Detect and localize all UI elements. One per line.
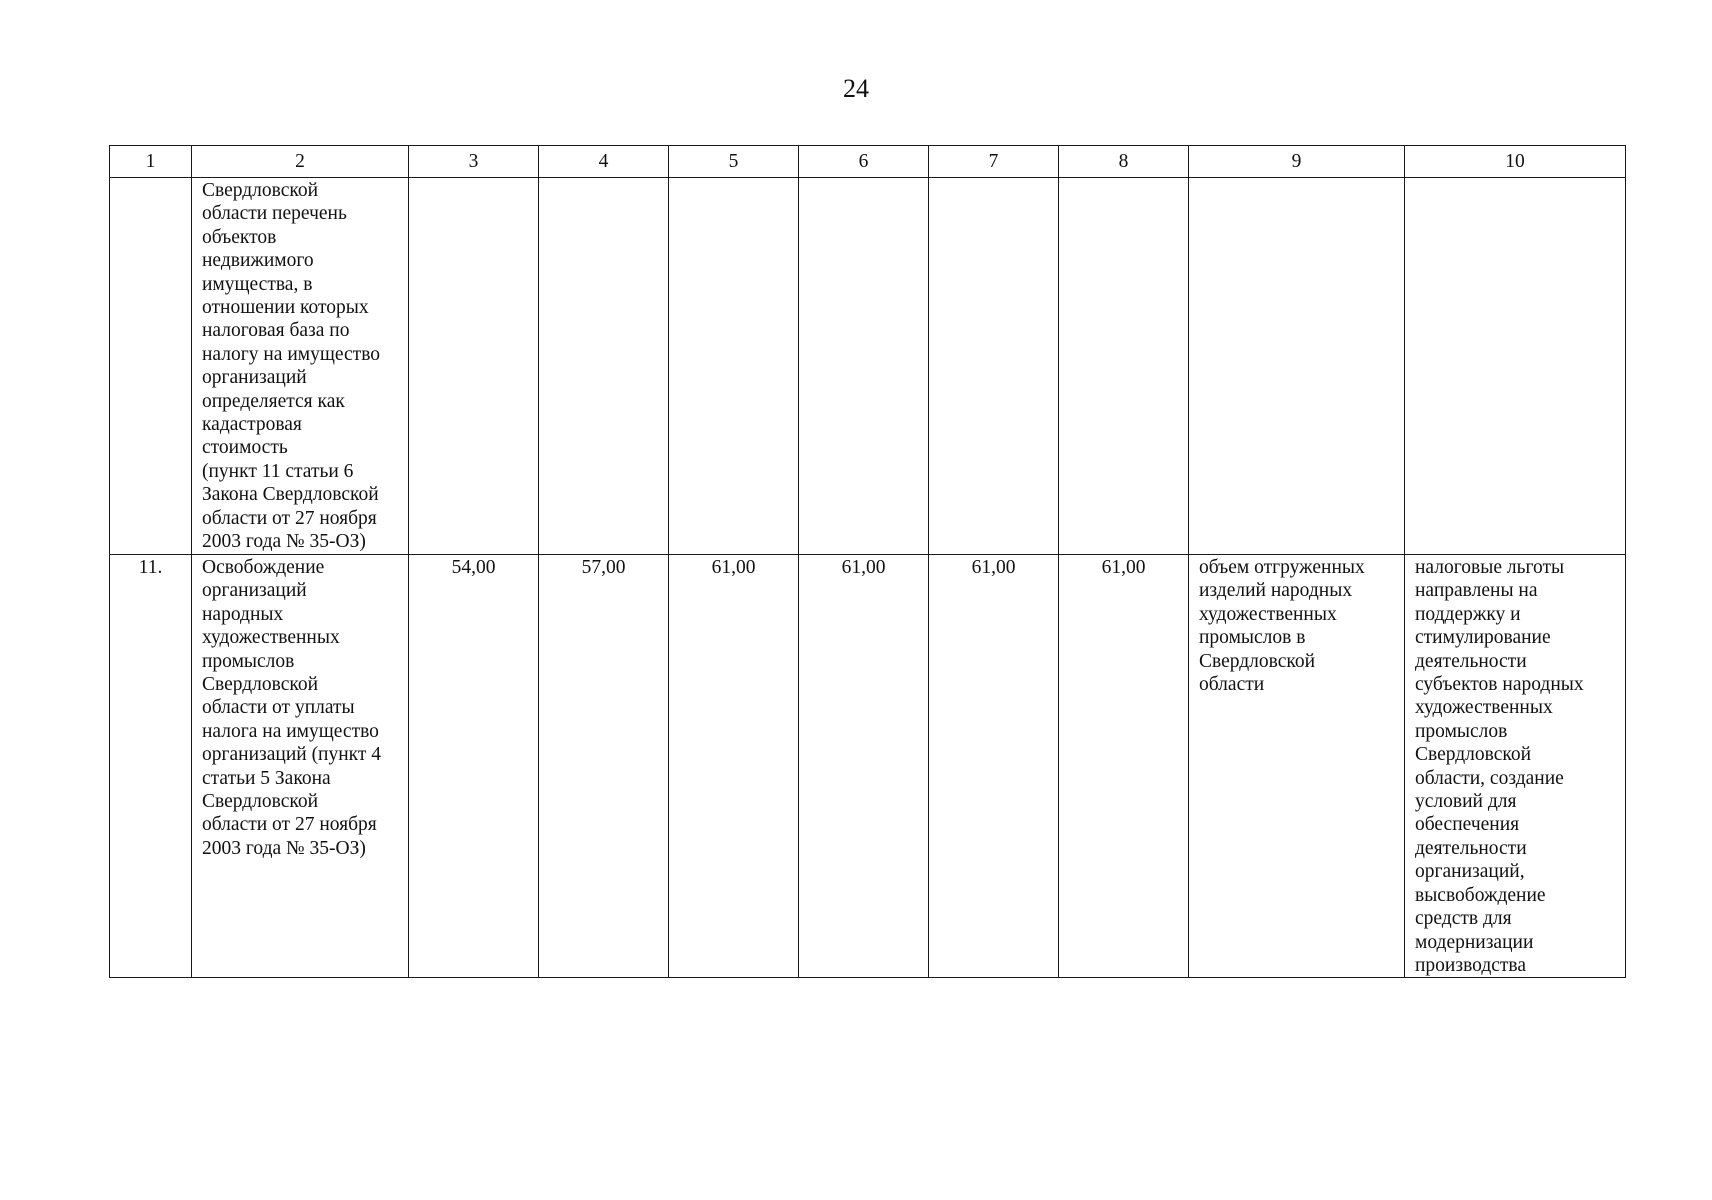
value-cell: 54,00 [451, 557, 496, 578]
value-cell: 61,00 [1101, 557, 1146, 578]
data-table [109, 145, 1626, 978]
table-cell [1059, 555, 1189, 978]
table-header-row [110, 146, 1626, 178]
item-description: Освобождение организаций народных художественных промыслов Свердловской области от уплаты налога на имущество организаций (пункт 4 статьи 5 Закона Свердловской области от 27 ноября 2003 года № 35-ОЗ) [202, 557, 382, 859]
value-cell: 61,00 [711, 557, 756, 578]
column-header: 5 [669, 146, 799, 178]
column-header: 9 [1189, 146, 1405, 178]
table-cell [409, 178, 539, 555]
table-cell [110, 178, 192, 555]
column-header: 1 [110, 146, 192, 178]
table-cell [539, 178, 669, 555]
page-number: 24 [843, 74, 869, 103]
item-description: Свердловской области перечень объектов недвижимого имущества, в отношении которых налоговая база по налогу на имущество организаций определяется как кадастровая стоимость (пункт 11 статьи 6 Закона Свердловской области от 27 ноября 2003 года № 35-ОЗ) [202, 180, 381, 553]
value-cell: 61,00 [841, 557, 886, 578]
table-cell [799, 178, 929, 555]
table-cell [929, 178, 1059, 555]
table-cell [409, 555, 539, 978]
table-cell [192, 555, 409, 978]
column-header: 10 [1405, 146, 1626, 178]
table-cell [110, 555, 192, 978]
value-cell: 57,00 [581, 557, 626, 578]
column-header: 4 [539, 146, 669, 178]
table-cell [1189, 555, 1405, 978]
column-header: 2 [192, 146, 409, 178]
table-cell [1189, 178, 1405, 555]
value-cell: 61,00 [971, 557, 1016, 578]
column-header: 7 [929, 146, 1059, 178]
table-cell [192, 178, 409, 555]
goal-text: налоговые льготы направлены на поддержку и стимулирование деятельности субъектов народных художественных промыслов Свердловской области, создание условий для обеспечения деятельности организаций, высвобождение средств для модернизации производства [1415, 557, 1584, 976]
table-cell [1405, 178, 1626, 555]
column-header: 6 [799, 146, 929, 178]
table-cell [539, 555, 669, 978]
table-cell [799, 555, 929, 978]
table-cell [1405, 555, 1626, 978]
table-cell [1059, 178, 1189, 555]
row-number: 11. [138, 557, 163, 578]
table-cell [929, 555, 1059, 978]
table-cell [669, 555, 799, 978]
column-header: 3 [409, 146, 539, 178]
indicator-text: объем отгруженных изделий народных художественных промыслов в Свердловской области [1199, 557, 1365, 696]
table-row [110, 178, 1626, 555]
table-cell [669, 178, 799, 555]
table-row [110, 555, 1626, 978]
column-header: 8 [1059, 146, 1189, 178]
